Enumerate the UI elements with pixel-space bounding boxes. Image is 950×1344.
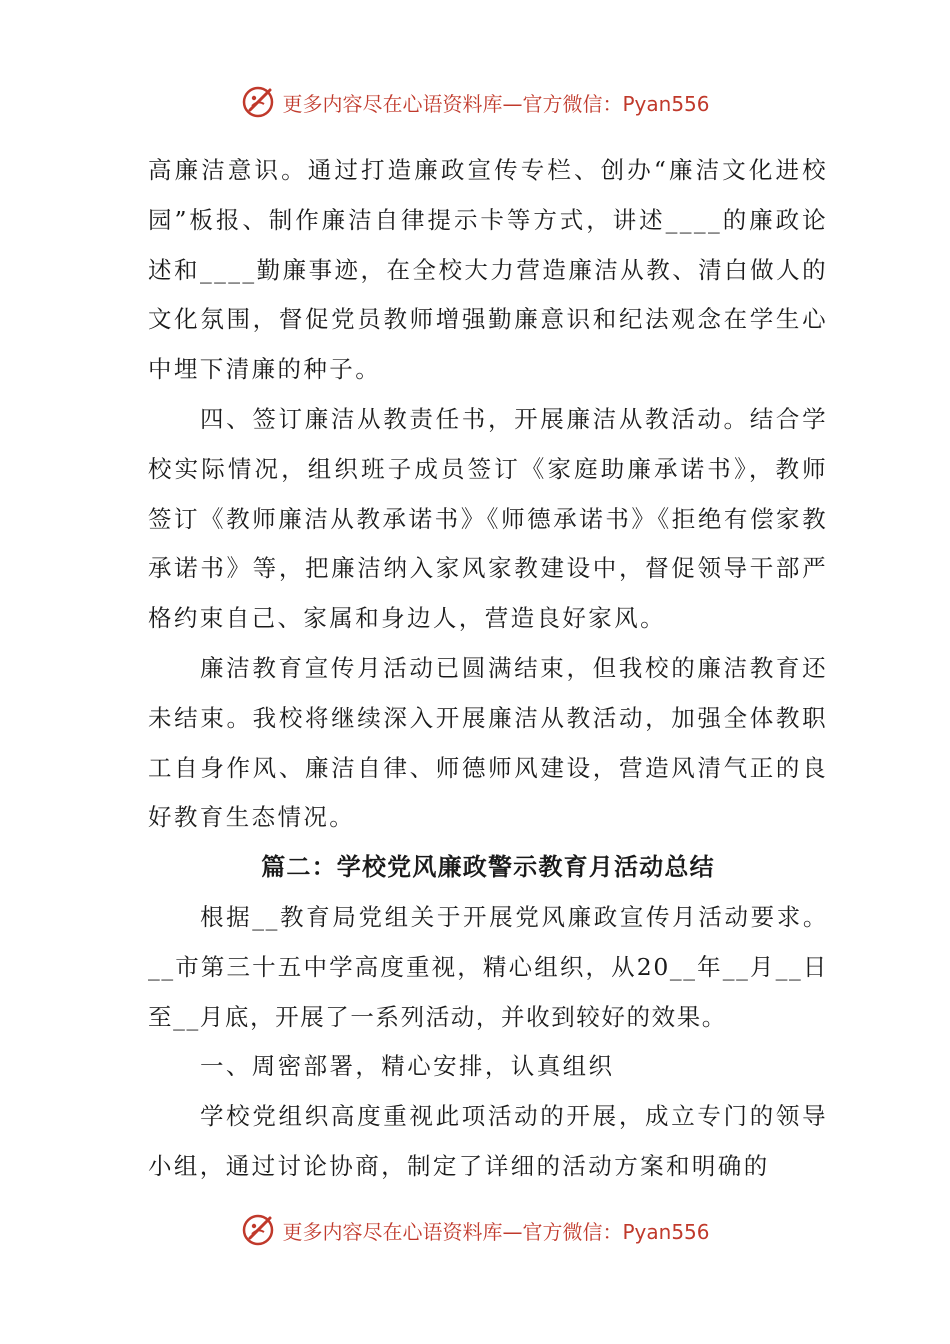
watermark-account: Pyan556 [622,1219,710,1244]
pen-seal-icon [240,82,280,122]
watermark-banner-top [0,82,950,122]
watermark-text: 更多内容尽在心语资料库—官方微信：Pyan556 [282,1219,710,1244]
watermark-text: 更多内容尽在心语资料库—官方微信：Pyan556 [282,91,710,116]
section-heading: 篇二：学校党风廉政警示教育月活动总结 [261,853,715,882]
subheading: 一、周密部署，精心安排，认真组织 [200,1052,615,1081]
paragraph: 学校党组织高度重视此项活动的开展，成立专门的领导小组，通过讨论协商，制定了详细的活动方案和明确的 [148,1102,828,1180]
paragraph: 廉洁教育宣传月活动已圆满结束，但我校的廉洁教育还未结束。我校将继续深入开展廉洁从教活动，加强全体教职工自身作风、廉洁自律、师德师风建设，营造风清气正的良好教育生态情况。 [148,653,828,832]
pen-seal-icon [240,1210,280,1250]
paragraph: 根据__教育局党组关于开展党风廉政宣传月活动要求。__市第三十五中学高度重视，精心组织，从20__年__月__日至__月底，开展了一系列活动，并收到较好的效果。 [148,902,828,1031]
watermark-account: Pyan556 [622,91,710,116]
paragraph: 高廉洁意识。通过打造廉政宣传专栏、创办“廉洁文化进校园”板报、制作廉洁自律提示卡等方式，讲述____的廉政论述和____勤廉事迹，在全校大力营造廉洁从教、清白做人的文化氛围，督促党员教师增强勤廉意识和纪法观念在学生心中埋下清廉的种子。 [148,156,828,384]
watermark-banner-bottom [0,1210,950,1250]
document-body [148,146,828,1192]
paragraph: 四、签订廉洁从教责任书，开展廉洁从教活动。结合学校实际情况，组织班子成员签订《家庭助廉承诺书》，教师签订《教师廉洁从教承诺书》《师德承诺书》《拒绝有偿家教承诺书》等，把廉洁纳入家风家教建设中，督促领导干部严格约束自己、家属和身边人，营造良好家风。 [148,404,828,633]
